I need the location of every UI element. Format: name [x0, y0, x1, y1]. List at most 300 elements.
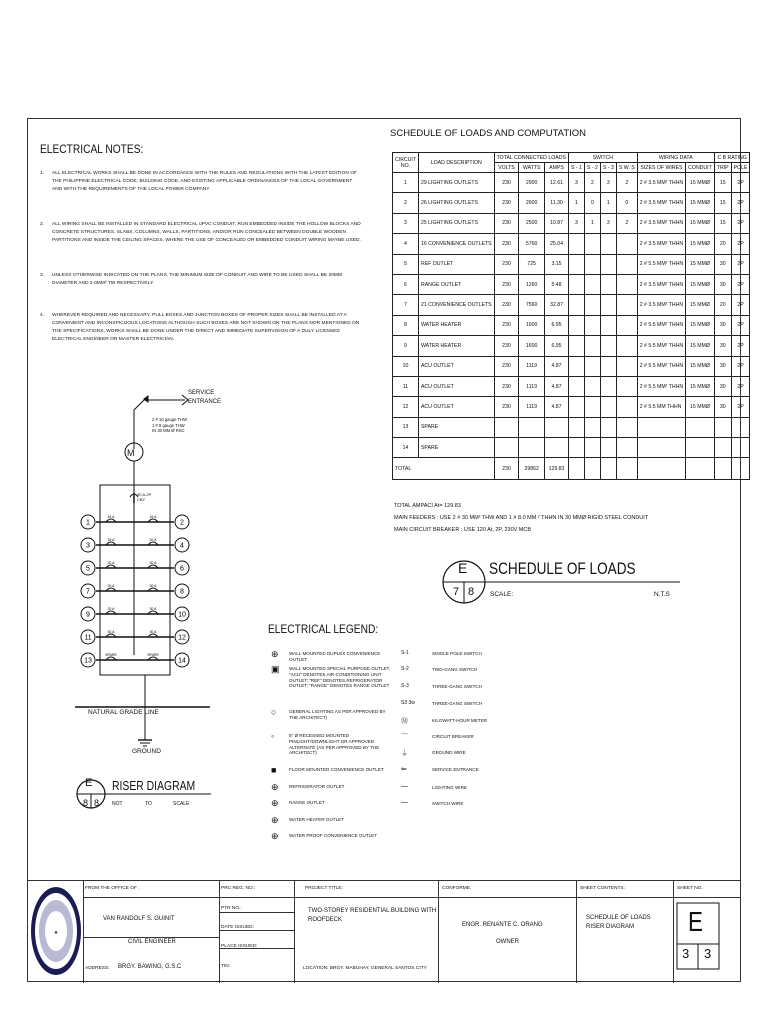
- table-cell-pole: 2P: [731, 234, 750, 254]
- header-volts: VOLTS: [494, 163, 519, 173]
- total-label: TOTAL: [393, 458, 495, 480]
- table-cell-sws: 2: [616, 213, 637, 233]
- table-cell-conduit: 15 MMØ: [686, 254, 715, 274]
- legend-item: THREE-GANG SWITCH: [432, 701, 483, 706]
- table-cell-conduit: [686, 438, 715, 458]
- address-value: BRGY. BAWING, G.S.C: [118, 964, 182, 970]
- table-cell-no: 11: [393, 376, 419, 396]
- header-circuit: CIRCUIT NO.: [393, 153, 419, 173]
- legend-item: THREE-GANG SWITCH: [432, 684, 483, 689]
- note-number: 4.: [40, 313, 45, 318]
- riser-label-letter: E: [85, 777, 93, 789]
- table-cell-volts: 230: [494, 376, 519, 396]
- table-cell-s3: [600, 356, 616, 376]
- schedule-label-num1: 7: [453, 586, 460, 598]
- note-text: WHEREVER REQUIRED AND NECESSARY, PULL BOXES AND JUNCTION BOXES OF PROPER SIZES SHALL BE INSTALLED AT A CONVENIENT AND INCONSPICUOUS LOCATIONS ALTHOUGH SUCH BOXES ARE NOT SHOWN ON THE PLANS NOR MENTIONED ON THE SPECIFICATIONS, WORKS SHALL BE DONE UNDER THE DIRECT AND IMMEDIATE SUPERVISION OF A DULY LICENSED ELECTRICAL ENGINEER OR MASTER ELECTRICIAN.: [52, 313, 360, 342]
- table-cell-s3: 1: [600, 193, 616, 213]
- table-cell-s1: 3: [568, 213, 584, 233]
- table-cell-volts: 230: [494, 234, 519, 254]
- table-cell-wire: [637, 438, 685, 458]
- table-cell-conduit: [686, 417, 715, 437]
- legend-item: 6" Ø RECESSED MOUNTED PINLIGHT/DOWNLIGHT OR APPROVED ALTERNATE (AS PER APPROVED BY THE ARCHITECT): [289, 733, 380, 756]
- table-cell-s2: [584, 295, 600, 315]
- header-cb: C B RATING: [714, 153, 750, 163]
- legend-symbol-icon: ⊕: [271, 649, 279, 659]
- table-cell-s3: [600, 274, 616, 294]
- table-cell-amps: 11.30: [545, 193, 569, 213]
- project-title: TWO-STOREY RESIDENTIAL BUILDING WITH ROOFDECK: [308, 908, 437, 923]
- sheet-no-label: SHEET NO.: [677, 886, 703, 891]
- breaker-rating: 20 A: [107, 607, 115, 611]
- table-cell-amps: 10.87: [545, 213, 569, 233]
- table-row: [393, 254, 750, 274]
- legend-symbol-icon: S3 3w: [401, 700, 415, 706]
- table-cell-desc: REF OUTLET: [418, 254, 494, 274]
- circuit-number: 5: [86, 565, 90, 573]
- date-issued-label: DATE ISSUED:: [221, 925, 254, 930]
- table-cell-desc: ACU OUTLET: [418, 356, 494, 376]
- table-cell-pole: 2P: [731, 274, 750, 294]
- table-cell-conduit: 15 MMØ: [686, 193, 715, 213]
- table-cell-no: 4: [393, 234, 419, 254]
- legend-symbol-icon: ⏚: [401, 750, 408, 757]
- header-wire-size: SIZES OF WIRES: [637, 163, 685, 173]
- legend-item: SERVICE ENTRANCE: [432, 767, 479, 772]
- breaker-rating: 15 A: [107, 515, 115, 519]
- conforme-label: CONFORME:: [442, 886, 472, 891]
- table-row: [393, 376, 750, 396]
- table-cell-conduit: 15 MMØ: [686, 234, 715, 254]
- table-cell-wire: 2 # 3.5 MM² THHN: [637, 213, 685, 233]
- circuit-number: 3: [86, 542, 90, 550]
- table-cell-sws: [616, 254, 637, 274]
- header-trip: TRIP: [714, 163, 731, 173]
- table-cell-volts: [494, 417, 519, 437]
- table-cell-s2: [584, 336, 600, 356]
- legend-item: WALL MOUNTED SPECIAL PURPOSE OUTLET, "ACU" DENOTES AIR-CONDITIONING UNIT OUTLET; "REF" DENOTES REFRIGERATOR OUTLET; "RANGE" DENOTES RANGE OUTLET: [289, 666, 391, 689]
- table-cell-amps: 32.87: [545, 295, 569, 315]
- legend-symbol-icon: ⊕: [271, 831, 279, 841]
- prc-label: PRC REG. NO.:: [221, 886, 256, 891]
- legend-symbol-icon: —: [401, 799, 408, 806]
- table-cell-pole: 2P: [731, 213, 750, 233]
- legend-item: REFRIGERATOR OUTLET: [289, 784, 345, 789]
- table-cell-no: 9: [393, 336, 419, 356]
- table-cell-wire: 2 # 3.5 MM² THHN: [637, 193, 685, 213]
- table-cell-watts: 1600: [519, 336, 545, 356]
- from-label: FROM THE OFFICE OF :: [85, 886, 140, 891]
- sheet-letter: E: [688, 906, 703, 937]
- table-cell-no: 13: [393, 417, 419, 437]
- legend-item: GENERAL LIGHTING AS PER APPROVED BY THE ARCHITECT): [289, 709, 386, 720]
- table-cell-trip: 15: [714, 173, 731, 193]
- legend-symbol-icon: S-3: [401, 683, 409, 689]
- table-cell-s2: 0: [584, 193, 600, 213]
- table-row: [393, 417, 750, 437]
- place-issued-label: PLACE ISSUED:: [221, 944, 258, 949]
- table-cell-desc: 29 LIGHTING OUTLETS: [418, 173, 494, 193]
- table-cell-no: 14: [393, 438, 419, 458]
- schedule-title: SCHEDULE OF LOADS AND COMPUTATION: [390, 128, 587, 139]
- riser-to: TO: [145, 801, 152, 807]
- table-cell-amps: 4.87: [545, 397, 569, 417]
- table-cell-amps: 6.95: [545, 336, 569, 356]
- table-cell-desc: RANGE OUTLET: [418, 274, 494, 294]
- legend-symbol-icon: S-1: [401, 650, 409, 656]
- table-cell-watts: 5760: [519, 234, 545, 254]
- table-cell-volts: 230: [494, 173, 519, 193]
- header-sws: S W. S: [616, 163, 637, 173]
- table-cell-sws: 2: [616, 173, 637, 193]
- main-breaker-label: [137, 492, 151, 502]
- table-cell-watts: 725: [519, 254, 545, 274]
- breaker-rating: SPARE: [147, 653, 159, 657]
- table-cell-conduit: 15 MMØ: [686, 397, 715, 417]
- table-cell-wire: 2 # 3.5 MM² THHN: [637, 274, 685, 294]
- schedule-label-letter: E: [458, 560, 468, 576]
- table-cell-watts: 2500: [519, 213, 545, 233]
- table-cell-amps: 25.04: [545, 234, 569, 254]
- ground-label: GROUND: [132, 748, 161, 755]
- table-cell-volts: [494, 438, 519, 458]
- table-cell-volts: 230: [494, 193, 519, 213]
- table-cell-trip: 30: [714, 274, 731, 294]
- table-cell-s1: [568, 356, 584, 376]
- table-cell-volts: 230: [494, 254, 519, 274]
- table-cell-wire: 2 # 5.5 MM² THHN: [637, 336, 685, 356]
- table-cell-desc: SPARE: [418, 417, 494, 437]
- engineer-title: CIVIL ENGINEER: [128, 939, 176, 945]
- legend-item: WATER HEATER OUTLET: [289, 817, 345, 822]
- total-volts: 230: [494, 458, 519, 480]
- table-cell-watts: 1119: [519, 376, 545, 396]
- sheet-number: 3: [682, 946, 690, 961]
- project-title-label: PROJECT TITLE:: [305, 886, 343, 891]
- table-cell-sws: [616, 356, 637, 376]
- circuit-number: 13: [84, 657, 92, 665]
- table-cell-sws: [616, 295, 637, 315]
- total-amps: 129.83: [545, 458, 569, 480]
- breaker-rating: 20 A: [107, 561, 115, 565]
- riser-scale: SCALE: [173, 801, 190, 807]
- feeder-note-line: 2 # 10 gauge THW: [152, 417, 188, 422]
- table-cell-desc: 26 LIGHTING OUTLETS: [418, 193, 494, 213]
- header-s1: S - 1: [568, 163, 584, 173]
- table-cell-no: 6: [393, 274, 419, 294]
- breaker-rating: 20 A: [107, 584, 115, 588]
- table-row: [393, 438, 750, 458]
- table-cell-watts: [519, 417, 545, 437]
- table-cell-wire: 2 # 5.5 MM² THHN: [637, 356, 685, 376]
- table-cell-s3: 3: [600, 213, 616, 233]
- table-cell-s1: [568, 254, 584, 274]
- legend-item: KILOWATT-HOUR METER: [432, 718, 488, 723]
- table-cell-trip: 30: [714, 376, 731, 396]
- table-cell-desc: SPARE: [418, 438, 494, 458]
- table-row: [393, 315, 750, 335]
- table-cell-amps: 5.48: [545, 274, 569, 294]
- table-cell-trip: [714, 438, 731, 458]
- circuit-number: 1: [86, 519, 90, 527]
- table-cell-s3: [600, 438, 616, 458]
- table-cell-pole: 2P: [731, 397, 750, 417]
- sheet-total: 3: [704, 946, 712, 961]
- table-cell-no: 8: [393, 315, 419, 335]
- header-conduit: CONDUIT: [686, 163, 715, 173]
- meter-symbol: M: [127, 448, 135, 458]
- note-number: 3.: [40, 273, 45, 278]
- engineer-name: VAN RANDOLF S. GUINIT: [103, 916, 175, 922]
- table-cell-sws: [616, 274, 637, 294]
- breaker-rating: 20 A: [149, 538, 157, 542]
- legend-symbol-icon: ⇐: [401, 766, 407, 773]
- table-cell-s1: [568, 295, 584, 315]
- main-breaker-rating: 30 A-2P: [137, 492, 152, 497]
- legend-item: CIRCUIT BREAKER: [432, 734, 474, 739]
- table-cell-amps: 4.87: [545, 356, 569, 376]
- grade-line-label: NATURAL GRADE LINE: [88, 709, 159, 716]
- breaker-rating: 30 A: [149, 630, 157, 634]
- legend-item: TWO-GANG SWITCH: [432, 667, 478, 672]
- table-cell-s2: [584, 397, 600, 417]
- table-cell-volts: 230: [494, 356, 519, 376]
- table-cell-sws: [616, 336, 637, 356]
- legend-title: ELECTRICAL LEGEND:: [268, 622, 379, 636]
- breaker-rating: SPARE: [105, 653, 117, 657]
- table-cell-s3: [600, 234, 616, 254]
- note-number: 1.: [40, 171, 45, 176]
- address-label: ADDRESS:: [85, 966, 110, 971]
- legend-symbol-icon: ■: [271, 765, 277, 775]
- table-cell-s3: [600, 397, 616, 417]
- table-cell-trip: 30: [714, 254, 731, 274]
- table-cell-sws: [616, 417, 637, 437]
- circuit-number: 7: [86, 588, 90, 596]
- riser-diagram: [70, 385, 220, 765]
- table-row: [393, 234, 750, 254]
- table-cell-sws: [616, 234, 637, 254]
- table-cell-amps: 12.61: [545, 173, 569, 193]
- table-cell-wire: 2 # 5.5 MM² THHN: [637, 315, 685, 335]
- table-cell-watts: 1600: [519, 315, 545, 335]
- table-cell-watts: [519, 438, 545, 458]
- table-cell-pole: 2P: [731, 336, 750, 356]
- circuit-number: 2: [180, 519, 184, 527]
- circuit-number: 6: [180, 565, 184, 573]
- table-cell-trip: 20: [714, 234, 731, 254]
- table-cell-watts: 1260: [519, 274, 545, 294]
- note-number: 2.: [40, 222, 45, 227]
- table-cell-trip: 20: [714, 295, 731, 315]
- table-cell-volts: 230: [494, 315, 519, 335]
- feeder-note: [152, 417, 187, 434]
- table-cell-no: 12: [393, 397, 419, 417]
- table-cell-amps: [545, 417, 569, 437]
- main-breaker: MAIN CIRCUIT BREAKER : USE 120 At, 2P, 230V MCB: [394, 527, 532, 533]
- circuit-number: 14: [178, 657, 186, 665]
- table-cell-s1: [568, 274, 584, 294]
- legend-symbol-icon: ⊕: [271, 798, 279, 808]
- table-cell-no: 2: [393, 193, 419, 213]
- breaker-rating: 30 A: [149, 584, 157, 588]
- engineer-seal: [29, 884, 83, 978]
- table-row: [393, 173, 750, 193]
- table-cell-conduit: 15 MMØ: [686, 336, 715, 356]
- table-cell-desc: ACU OUTLET: [418, 376, 494, 396]
- table-cell-amps: [545, 438, 569, 458]
- table-cell-s1: [568, 438, 584, 458]
- table-cell-s2: [584, 438, 600, 458]
- table-cell-s3: [600, 315, 616, 335]
- notes-title: ELECTRICAL NOTES:: [40, 142, 144, 156]
- table-row: [393, 193, 750, 213]
- main-feeders: MAIN FEEDERS : USE 2 # 30 MM² THW AND 1 # 8.0 MM ² THHN IN 30 MMØ RIGID STEEL CONDUIT: [394, 515, 649, 521]
- table-cell-no: 1: [393, 173, 419, 193]
- legend-item: GROUND WIRE: [432, 750, 466, 755]
- schedule-scale-label: SCALE:: [490, 591, 514, 598]
- legend-symbol-icon: ⊕: [271, 782, 279, 792]
- header-load-desc: LOAD DESCRIPTION: [418, 153, 494, 173]
- legend-symbol-icon: ⌒: [401, 734, 408, 741]
- table-cell-pole: [731, 438, 750, 458]
- table-cell-conduit: 15 MMØ: [686, 356, 715, 376]
- feeder-note-line: IN 30 MM Ø RSC: [152, 428, 185, 433]
- table-cell-s2: [584, 274, 600, 294]
- service-entrance-label: SERVICE ENTRANCE: [188, 390, 222, 405]
- owner-label: OWNER: [496, 939, 519, 945]
- table-cell-s1: [568, 336, 584, 356]
- header-watts: WATTS: [519, 163, 545, 173]
- table-cell-pole: 2P: [731, 356, 750, 376]
- schedule-scale-value: N.T.S: [654, 591, 670, 598]
- table-cell-s2: [584, 376, 600, 396]
- table-cell-conduit: 15 MMØ: [686, 315, 715, 335]
- legend-item: SWITCH WIRE: [432, 801, 464, 806]
- table-cell-watts: 1119: [519, 356, 545, 376]
- table-cell-sws: 0: [616, 193, 637, 213]
- circuit-number: 4: [180, 542, 184, 550]
- table-cell-volts: 230: [494, 397, 519, 417]
- table-cell-volts: 230: [494, 295, 519, 315]
- table-cell-s1: 1: [568, 193, 584, 213]
- circuit-number: 8: [180, 588, 184, 596]
- table-cell-watts: 2900: [519, 173, 545, 193]
- tin-label: TIN:: [221, 964, 231, 969]
- table-cell-s2: [584, 417, 600, 437]
- legend-item: LIGHTING WIRE: [432, 785, 467, 790]
- legend-item: SINGLE POLE SWITCH: [432, 651, 482, 656]
- header-s3: S - 3: [600, 163, 616, 173]
- table-cell-pole: 2P: [731, 254, 750, 274]
- legend-item: WALL MOUNTED DUPLEX CONVENIENCE OUTLET: [289, 651, 381, 662]
- svg-text:★: ★: [53, 930, 59, 936]
- table-cell-trip: 30: [714, 336, 731, 356]
- table-cell-wire: 2 # 5.5 MM² THHN: [637, 376, 685, 396]
- breaker-rating: 30 A: [107, 630, 115, 634]
- table-cell-s3: [600, 376, 616, 396]
- table-row: [393, 336, 750, 356]
- table-cell-no: 10: [393, 356, 419, 376]
- table-cell-wire: 2 # 3.5 MM² THHN: [637, 173, 685, 193]
- table-cell-no: 7: [393, 295, 419, 315]
- feeder-note-line: 1 # 8 gauge THW: [152, 422, 185, 428]
- legend-item: WATER PROOF CONVENIENCE OUTLET: [289, 833, 378, 838]
- table-cell-wire: 2 # 3.5 MM² THHN: [637, 234, 685, 254]
- table-cell-s1: 3: [568, 173, 584, 193]
- breaker-rating: 30 A: [149, 607, 157, 611]
- table-cell-watts: 2600: [519, 193, 545, 213]
- legend-symbol-icon: ○: [271, 707, 277, 717]
- sheet-contents-label: SHEET CONTENTS:: [580, 886, 625, 891]
- table-cell-watts: 1119: [519, 397, 545, 417]
- table-cell-s2: [584, 315, 600, 335]
- table-cell-s3: [600, 295, 616, 315]
- schedule-summary: [394, 500, 648, 536]
- header-s2: S - 2: [584, 163, 600, 173]
- table-cell-conduit: 15 MMØ: [686, 173, 715, 193]
- table-cell-volts: 230: [494, 336, 519, 356]
- table-cell-amps: 4.87: [545, 376, 569, 396]
- table-cell-wire: 2 # 3.5 MM² THHN: [637, 295, 685, 315]
- ptr-label: PTR NO.:: [221, 906, 242, 911]
- table-cell-s1: [568, 376, 584, 396]
- table-row: [393, 274, 750, 294]
- legend-item: FLOOR MOUNTED CONVENIENCE OUTLET: [289, 767, 384, 772]
- note-text: ALL WIRING SHALL BE INSTALLED IN STANDARD ELECTRICAL uPVC CONDUIT, RUN EMBEDDED INSIDE THE HOLLOW BLOCKS AND CONCRETE STRUCTURES, SLABS, COLUMNS, WALLS, PARTITIONS, AND/OR RUN CONCEALED BETWEEN DOUBLE WOODEN PARTITIONS AND INSIDE THE CEILING SPACES. WHERE THE USE OF CONCEALED OR EMBEDDED CONDUIT WIRING MAYBE USED.: [52, 222, 361, 243]
- circuit-number: 11: [84, 634, 92, 642]
- riser-label-num2: 8: [94, 798, 100, 808]
- table-cell-conduit: 15 MMØ: [686, 274, 715, 294]
- circuit-number: 9: [86, 611, 90, 619]
- total-ampacity: TOTAL AMPACI At= 129.83: [394, 503, 461, 509]
- table-cell-trip: 30: [714, 315, 731, 335]
- table-cell-s3: [600, 417, 616, 437]
- table-row-total: [393, 458, 750, 480]
- table-cell-trip: 30: [714, 356, 731, 376]
- table-cell-s3: [600, 254, 616, 274]
- table-row: [393, 213, 750, 233]
- table-cell-desc: 25 LIGHTING OUTLETS: [418, 213, 494, 233]
- table-cell-trip: 15: [714, 193, 731, 213]
- table-cell-conduit: 15 MMØ: [686, 295, 715, 315]
- table-cell-desc: 21 CONVENIENCE OUTLETS: [418, 295, 494, 315]
- table-cell-wire: [637, 417, 685, 437]
- table-cell-amps: 3.15: [545, 254, 569, 274]
- total-watts: 29862: [519, 458, 545, 480]
- schedule-table: [392, 152, 750, 480]
- owner-name: ENGR. RENANTE C. ORANG: [462, 922, 543, 928]
- table-cell-sws: [616, 397, 637, 417]
- header-switch: SWITCH: [568, 153, 637, 163]
- table-cell-s2: 1: [584, 213, 600, 233]
- table-cell-s1: [568, 234, 584, 254]
- table-cell-no: 5: [393, 254, 419, 274]
- table-cell-conduit: 15 MMØ: [686, 213, 715, 233]
- table-cell-desc: 16 CONVENIENCE OUTLETS: [418, 234, 494, 254]
- table-cell-s2: [584, 356, 600, 376]
- table-cell-sws: [616, 315, 637, 335]
- table-cell-wire: 2 # 5.5 MM THHN: [637, 397, 685, 417]
- header-total-connected: TOTAL CONNECTED LOADS: [494, 153, 568, 163]
- table-cell-volts: 230: [494, 274, 519, 294]
- note-text: ALL ELECTRICAL WORKS SHALL BE DONE IN ACCORDANCE WITH THE RULES AND REGULATIONS WITH THE LATEST EDITION OF THE PHILIPPINE ELECTRICAL CODE, BUILDING CODE, AND EXISTING APPLICABLE ORDINANCES OF THE LOCAL GOVERNMENT AND WITH THE REQUIREMENTS OF THE LOCAL POWER COMPANY.: [52, 171, 357, 192]
- circuit-number: 10: [178, 611, 186, 619]
- schedule-label-title: SCHEDULE OF LOADS: [489, 559, 636, 578]
- table-cell-pole: 2P: [731, 315, 750, 335]
- table-cell-pole: 2P: [731, 173, 750, 193]
- table-cell-desc: WATER HEATER: [418, 336, 494, 356]
- table-row: [393, 356, 750, 376]
